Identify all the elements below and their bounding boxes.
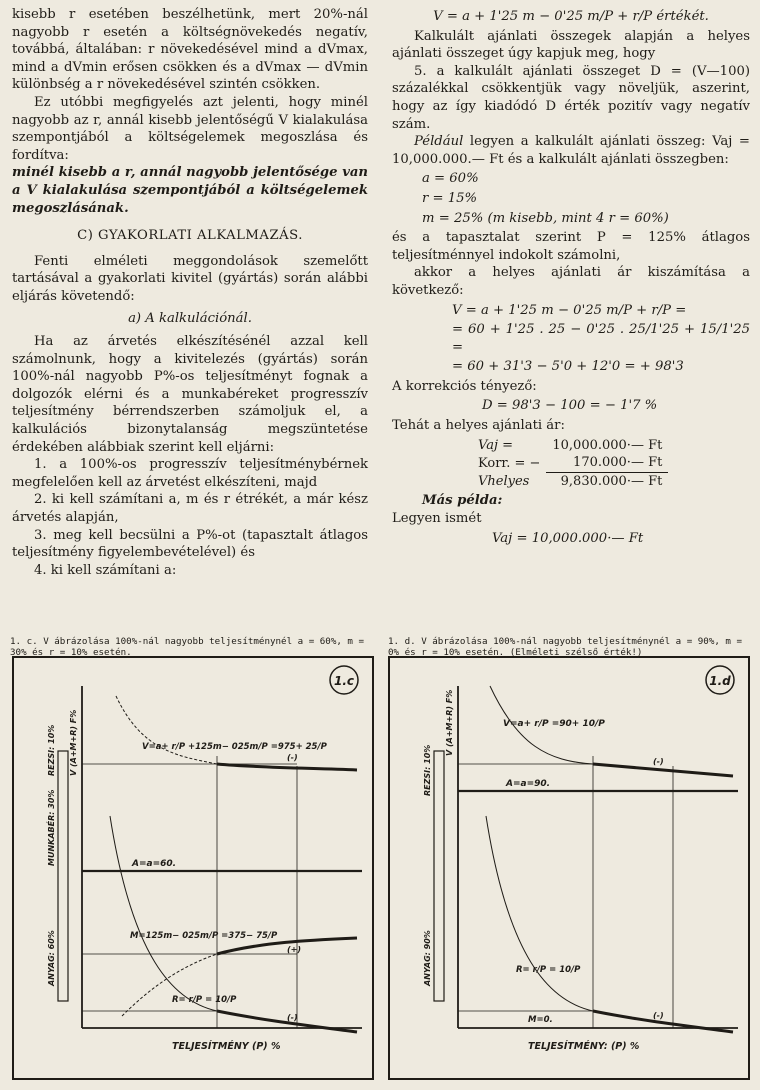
paragraph: akkor a helyes ajánlati ár kiszámítása a következő: — [392, 265, 750, 298]
label-minus: (-) — [287, 1013, 298, 1022]
section-heading: C) GYAKORLATI ALKALMAZÁS. — [77, 228, 303, 244]
figure-1c — [12, 656, 374, 1080]
formula: V = a + 1'25 m − 0'25 m/P + r/P értékét. — [433, 9, 709, 24]
y-label-munkaber: MUNKABÉR: 30% — [47, 789, 56, 866]
label-R: R= r/P = 10/P — [516, 965, 581, 975]
left-text-column — [12, 6, 368, 579]
x-axis-label: TELJESÍTMÉNY (P) % — [172, 1041, 281, 1052]
list-item: 1. a 100%-os progresszív teljesítménybérnek megfelelően kell az árvetést elkészíteni, majd — [12, 457, 368, 490]
figure-tag: 1.c — [333, 674, 355, 688]
cost-split-bar — [58, 751, 68, 1001]
paragraph: legyen a kalkulált ajánlati összeg: Vaj = 10,000.000.— Ft és a kalkulált ajánlati összegben: — [392, 134, 750, 167]
equation: r = 15% — [422, 190, 478, 206]
table-row — [472, 454, 668, 472]
paragraph: Ez utóbbi megfigyelés azt jelenti, hogy minél nagyobb az r, annál kisebb jelentőségű V kialakulása szempontjából a költségelemek megoszlása és fordítva: — [12, 94, 368, 163]
subsection-heading: a) A kalkulációnál. — [128, 310, 252, 326]
label-V: V=a+ r/P +125m− 025m/P =975+ 25/P — [142, 742, 327, 752]
equation: = 60 + 1'25 . 25 − 0'25 . 25/1'25 + 15/1'25 = — [452, 322, 750, 355]
equation: = 60 + 31'3 − 5'0 + 12'0 = + 98'3 — [452, 359, 684, 375]
list-item: 3. meg kell becsülni a P%-ot (tapasztalt átlagos teljesítmény figyelembevételével) és — [12, 527, 368, 561]
example-label: Más példa: — [422, 493, 503, 509]
table-row — [472, 472, 668, 490]
figure-frame — [13, 657, 373, 1079]
equation: D = 98'3 − 100 = − 1'7 % — [482, 398, 658, 414]
cost-split-bar — [434, 751, 444, 1001]
curve-V-dashed — [116, 696, 217, 764]
paragraph: Legyen ismét — [392, 511, 482, 527]
label-V: V=a+ r/P =90+ 10/P — [503, 719, 605, 729]
y-label-anyag: ANYAG: 90% — [423, 930, 432, 986]
y-label-v: V (A+M+R) F% — [69, 709, 78, 776]
paragraph: Kalkulált ajánlati összegek alapján a helyes ajánlati összeget úgy kapjuk meg, hogy — [392, 28, 750, 62]
y-label-v: V (A+M+R) F% — [445, 689, 454, 756]
table-cell: 9,830.000·— Ft — [560, 473, 663, 489]
equation: Vaj = 10,000.000·— Ft — [492, 530, 644, 546]
table-cell: Vhelyes — [478, 473, 530, 489]
paragraph: és a tapasztalat szerint P = 125% átlagos teljesítménnyel indokolt számolni, — [392, 230, 750, 263]
table-cell: 10,000.000·— Ft — [552, 437, 663, 453]
curve-R-thin — [486, 816, 593, 1011]
right-text-column — [392, 6, 750, 549]
label-plus: (+) — [287, 945, 302, 954]
paragraph: 5. a kalkulált ajánlati összeget D = (V—100) százalékkal csökkentjük vagy növeljük, aszerint, hogy az így kiadódó D érték pozitív vagy negatív szám. — [392, 63, 750, 132]
table-row — [472, 437, 668, 455]
equation: m = 25% (m kisebb, mint 4 r = 60%) — [422, 210, 669, 226]
paragraph: Fenti elméleti meggondolások szemelőtt tartásával a gyakorlati kivitel (gyártás) során alábbi eljárás követendő: — [12, 253, 368, 304]
y-label-anyag: ANYAG: 60% — [47, 930, 56, 986]
table-cell: Korr. = − — [478, 455, 541, 471]
y-label-rezsi: REZSI: 10% — [47, 724, 56, 776]
figure-tag: 1.d — [709, 674, 731, 688]
price-table — [472, 437, 668, 491]
paragraph: A korrekciós tényező: — [392, 378, 537, 394]
x-axis-label: TELJESÍTMÉNY: (P) % — [528, 1041, 640, 1052]
table-cell: Vaj = — [478, 437, 514, 453]
example-label: Például — [414, 134, 464, 150]
label-M: M=125m− 025m/P =375− 75/P — [130, 931, 278, 941]
label-A: A=a=60. — [132, 859, 177, 869]
label-minus: (-) — [653, 1011, 664, 1020]
label-M: M=0. — [528, 1015, 553, 1025]
curve-R-thin — [110, 816, 217, 1011]
list-item: 2. ki kell számítani a, m és r étrékét, a már kész árvetés alapján, — [12, 492, 368, 526]
figure-caption-right: 1. d. V ábrázolása 100%-nál nagyobb teljesítménynél a = 90%, m = 0% és r = 10% esetén. (Elméleti szélső érték!) — [388, 636, 743, 658]
figure-caption-left: 1. c. V ábrázolása 100%-nál nagyobb teljesítménynél a = 60%, m = 30% és r = 10% esetén. — [10, 636, 365, 658]
list-item: 4. ki kell számítani a: — [34, 562, 177, 578]
paragraph: Ha az árvetés elkészítésénél azzal kell számolnunk, hogy a kivitelezés (gyártás) során 100%-nál nagyobb P%-os teljesítményt fognak a dolgozók elérni és a munkabéreket progresszív teljesítmény bérrendszerben számoljuk el, a kalkulációs bizonytalanság megszüntetése érdekében alábbiak szerint kell eljárni: — [12, 334, 368, 455]
label-minus: (-) — [287, 753, 298, 762]
y-label-rezsi: REZSI: 10% — [423, 744, 432, 796]
equation: a = 60% — [422, 171, 479, 187]
equation: V = a + 1'25 m − 0'25 m/P + r/P = — [452, 302, 687, 318]
label-A: A=a=90. — [506, 779, 551, 789]
paragraph: Tehát a helyes ajánlati ár: — [392, 418, 565, 434]
curve-V — [217, 764, 357, 770]
emphasized-paragraph: minél kisebb a r, annál nagyobb jelentősége van a V kialakulása szempontjából a költségelemek megoszlásának. — [12, 165, 368, 216]
table-cell: 170.000·— Ft — [546, 454, 668, 472]
figure-1d — [388, 656, 750, 1080]
label-minus: (-) — [653, 757, 664, 766]
paragraph: kisebb r esetében beszélhetünk, mert 20%-nál nagyobb r esetén a költségnövekedés negatív, továbbá, általában: r növekedésével mind a dVmax, mind a dVmin erősen csökken és a dVmax — dVmin különbség a r növekedésével szintén csökken. — [12, 7, 368, 93]
label-R: R= r/P = 10/P — [172, 995, 237, 1005]
